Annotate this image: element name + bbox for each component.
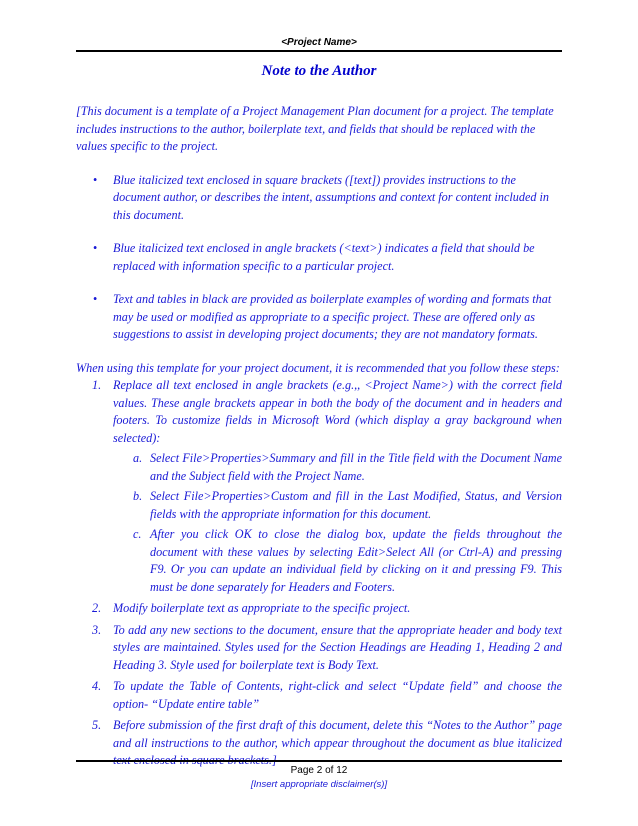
steps-list <box>76 377 562 770</box>
step-number: 4. <box>92 679 102 693</box>
substep-letter: c. <box>133 527 142 541</box>
bullet-text: Blue italicized text enclosed in square brackets ([text]) provides instructions to the document author, or describes the intent, assumptions and context for content included in this document. <box>113 172 549 222</box>
intro-paragraph: [This document is a template of a Project Management Plan document for a project. The template includes instructions to the author, boilerplate text, and fields that should be replaced with the values specific to the project. <box>76 104 554 153</box>
list-item <box>76 240 562 275</box>
list-item <box>77 488 562 523</box>
step-number: 3. <box>92 622 102 637</box>
step-text: Replace all text enclosed in angle brackets (e.g.,, <Project Name>) with the correct field values. These angle brackets appear in both the body of the document and in headers and footers. To customize fields in Microsoft Word (which display a gray background when selected): <box>113 378 562 445</box>
bullet-icon: • <box>93 241 98 255</box>
page-title: Note to the Author <box>261 63 377 79</box>
step-number: 5. <box>92 718 102 732</box>
header-project-name: <Project Name> <box>281 37 357 48</box>
substep-letter: a. <box>133 451 143 465</box>
bullet-icon: • <box>93 172 98 187</box>
list-item <box>76 678 562 713</box>
step-text: Modify boilerplate text as appropriate to the specific project. <box>113 601 411 615</box>
substeps-list <box>113 450 562 596</box>
footer-disclaimer: [Insert appropriate disclaimer(s)] <box>250 779 388 790</box>
document-body <box>76 103 562 774</box>
substep-letter: b. <box>133 489 143 503</box>
list-item <box>77 450 562 485</box>
step-text: To update the Table of Contents, right-click and select “Update field” and choose the option- “Update entire table” <box>113 679 562 711</box>
list-item <box>77 526 562 596</box>
substep-text: Select File>Properties>Summary and fill in the Title field with the Document Name and the Subject field with the Project Name. <box>150 451 562 483</box>
step-number: 1. <box>92 378 102 392</box>
step-text: Before submission of the first draft of this document, delete this “Notes to the Author” page and all instructions to the author, which appear throughout the document as blue italicized text enclosed in square brackets.] <box>113 718 562 767</box>
bullet-text: Blue italicized text enclosed in angle brackets (<text>) indicates a field that should be replaced with information specific to a particular project. <box>113 241 535 273</box>
list-item <box>76 377 562 596</box>
list-item <box>76 622 562 675</box>
footer-rule <box>76 760 562 762</box>
list-item <box>76 172 562 225</box>
bullet-text: Text and tables in black are provided as boilerplate examples of wording and formats that may be used or modified as appropriate to a specific project. These are offered only as suggestions to assist in developing project documents; they are not mandatory formats. <box>113 292 552 341</box>
bullet-list <box>76 172 562 344</box>
step-number: 2. <box>92 601 102 615</box>
substep-text: After you click OK to close the dialog box, update the fields throughout the document with these values by selecting Edit>Select All (or Ctrl-A) and pressing F9. Or you can update an individual field by clicking on it and pressing F9. This must be done separately for Headers and Footers. <box>150 527 562 594</box>
step-text: To add any new sections to the document, ensure that the appropriate header and body text styles are maintained. Styles used for the Section Headings are Heading 1, Heading 2 and Heading 3. Style used for boilerplate text is Body Text. <box>113 622 562 672</box>
header-rule <box>76 50 562 52</box>
bullet-icon: • <box>93 292 98 306</box>
footer-page-number: Page 2 of 12 <box>290 765 348 776</box>
substep-text: Select File>Properties>Custom and fill in the Last Modified, Status, and Version fields with the appropriate information for this document. <box>150 489 562 521</box>
steps-intro: When using this template for your project document, it is recommended that you follow these steps: <box>76 360 560 375</box>
list-item <box>76 291 562 344</box>
list-item <box>76 600 562 618</box>
